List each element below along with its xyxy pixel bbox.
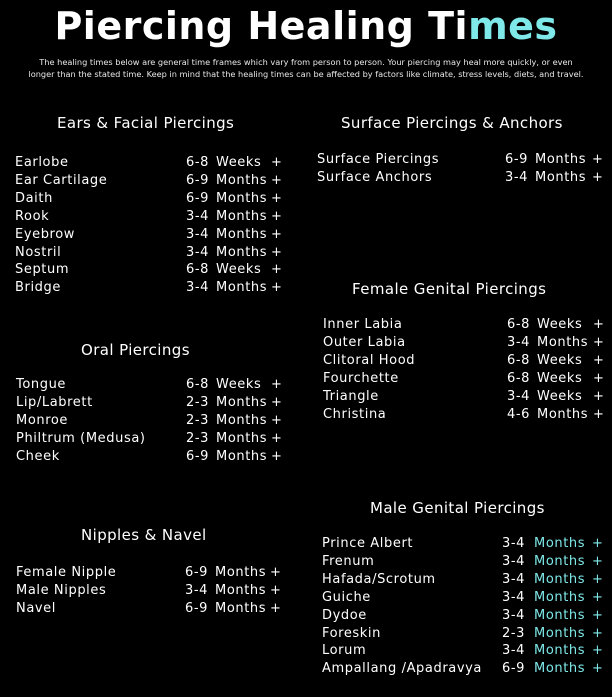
item-plus: + bbox=[270, 601, 282, 616]
section-heading-female: Female Genital Piercings bbox=[352, 280, 547, 298]
item-unit: Months bbox=[534, 608, 586, 623]
item-name: Nostril bbox=[15, 245, 62, 260]
item-time: 6-9 bbox=[185, 601, 209, 616]
item-name: Navel bbox=[16, 601, 56, 616]
list-item bbox=[322, 535, 606, 553]
list-item bbox=[16, 412, 285, 430]
list-item bbox=[16, 582, 284, 600]
section-heading-male: Male Genital Piercings bbox=[370, 499, 545, 517]
list-item bbox=[15, 226, 285, 244]
item-unit: Weeks bbox=[216, 377, 262, 392]
item-unit: Months bbox=[216, 431, 268, 446]
item-name: Triangle bbox=[323, 389, 379, 404]
item-unit: Months bbox=[216, 209, 268, 224]
item-plus: + bbox=[271, 191, 283, 206]
list-item bbox=[15, 244, 285, 262]
item-time: 6-8 bbox=[186, 262, 210, 277]
item-unit: Months bbox=[534, 590, 586, 605]
list-item bbox=[323, 370, 607, 388]
item-name: Foreskin bbox=[322, 626, 381, 641]
item-name: Frenum bbox=[322, 554, 375, 569]
item-name: Surface Anchors bbox=[317, 170, 433, 185]
item-time: 3-4 bbox=[502, 572, 526, 587]
item-plus: + bbox=[592, 572, 604, 587]
item-plus: + bbox=[271, 280, 283, 295]
item-name: Eyebrow bbox=[15, 227, 76, 242]
item-plus: + bbox=[270, 583, 282, 598]
item-name: Clitoral Hood bbox=[323, 353, 416, 368]
item-name: Lip/Labrett bbox=[16, 395, 93, 410]
item-unit: Weeks bbox=[216, 262, 262, 277]
item-unit: Weeks bbox=[537, 353, 583, 368]
item-plus: + bbox=[592, 536, 604, 551]
item-plus: + bbox=[271, 413, 283, 428]
item-time: 3-4 bbox=[186, 227, 210, 242]
item-unit: Weeks bbox=[537, 317, 583, 332]
item-name: Surface Piercings bbox=[317, 152, 440, 167]
list-item bbox=[16, 448, 285, 466]
item-name: Bridge bbox=[15, 280, 61, 295]
item-plus: + bbox=[592, 152, 604, 167]
section-heading-nipples: Nipples & Navel bbox=[81, 526, 207, 544]
item-name: Prince Albert bbox=[322, 536, 414, 551]
item-plus: + bbox=[592, 170, 604, 185]
intro-text: The healing times below are general time frames which vary from person to person. Your piercing may heal more quickly, or even longer than the stated time. Keep in mind that the healing times can be affected by factors like climate, stress levels, diets, and travel. bbox=[28, 57, 584, 80]
item-time: 6-9 bbox=[186, 191, 210, 206]
item-name: Ear Cartilage bbox=[15, 173, 108, 188]
item-time: 2-3 bbox=[502, 626, 526, 641]
section-heading-oral: Oral Piercings bbox=[81, 341, 190, 359]
list-item bbox=[15, 279, 285, 297]
item-unit: Months bbox=[534, 554, 586, 569]
item-unit: Months bbox=[216, 191, 268, 206]
item-name: Outer Labia bbox=[323, 335, 406, 350]
item-time: 6-8 bbox=[507, 353, 531, 368]
item-name: Cheek bbox=[16, 449, 60, 464]
item-name: Hafada/Scrotum bbox=[322, 572, 436, 587]
item-time: 3-4 bbox=[502, 608, 526, 623]
list-item bbox=[322, 625, 606, 643]
item-name: Guiche bbox=[322, 590, 371, 605]
item-unit: Months bbox=[216, 227, 268, 242]
list-item bbox=[323, 352, 607, 370]
list-item bbox=[15, 172, 285, 190]
list-item bbox=[322, 660, 606, 678]
item-name: Monroe bbox=[16, 413, 69, 428]
item-name: Christina bbox=[323, 407, 387, 422]
list-item bbox=[323, 406, 607, 424]
item-plus: + bbox=[592, 643, 604, 658]
item-time: 3-4 bbox=[502, 590, 526, 605]
item-name: Tongue bbox=[16, 377, 67, 392]
item-time: 6-8 bbox=[186, 155, 210, 170]
item-plus: + bbox=[592, 554, 604, 569]
item-time: 3-4 bbox=[507, 389, 531, 404]
list-item bbox=[323, 334, 607, 352]
item-plus: + bbox=[271, 262, 283, 277]
item-unit: Months bbox=[534, 661, 586, 676]
item-name: Daith bbox=[15, 191, 53, 206]
item-plus: + bbox=[593, 317, 605, 332]
item-unit: Weeks bbox=[537, 389, 583, 404]
item-time: 4-6 bbox=[507, 407, 531, 422]
list-item bbox=[323, 316, 607, 334]
item-name: Male Nipples bbox=[16, 583, 107, 598]
item-time: 2-3 bbox=[186, 431, 210, 446]
item-name: Female Nipple bbox=[16, 565, 117, 580]
item-plus: + bbox=[271, 377, 283, 392]
item-time: 6-9 bbox=[186, 449, 210, 464]
item-plus: + bbox=[593, 335, 605, 350]
section-heading-surface: Surface Piercings & Anchors bbox=[341, 114, 563, 132]
item-time: 6-8 bbox=[507, 317, 531, 332]
item-time: 3-4 bbox=[502, 536, 526, 551]
list-item bbox=[317, 151, 606, 169]
item-unit: Months bbox=[216, 245, 268, 260]
list-item bbox=[322, 607, 606, 625]
item-name: Ampallang /Apadravya bbox=[322, 661, 482, 676]
item-unit: Weeks bbox=[537, 371, 583, 386]
item-plus: + bbox=[592, 626, 604, 641]
item-unit: Months bbox=[215, 583, 267, 598]
list-item bbox=[15, 154, 285, 172]
item-time: 3-4 bbox=[507, 335, 531, 350]
list-item bbox=[322, 553, 606, 571]
item-unit: Months bbox=[537, 407, 589, 422]
item-plus: + bbox=[271, 245, 283, 260]
item-unit: Months bbox=[534, 643, 586, 658]
item-unit: Months bbox=[216, 280, 268, 295]
item-time: 3-4 bbox=[185, 583, 209, 598]
list-item bbox=[15, 190, 285, 208]
item-plus: + bbox=[271, 155, 283, 170]
list-item bbox=[15, 261, 285, 279]
item-name: Lorum bbox=[322, 643, 367, 658]
list-item bbox=[16, 564, 284, 582]
title-accent: mes bbox=[468, 4, 558, 48]
item-unit: Months bbox=[534, 536, 586, 551]
item-name: Dydoe bbox=[322, 608, 367, 623]
item-time: 6-8 bbox=[507, 371, 531, 386]
item-unit: Months bbox=[534, 626, 586, 641]
title-main: Piercing Healing Ti bbox=[54, 4, 469, 48]
item-time: 6-9 bbox=[502, 661, 526, 676]
item-time: 6-9 bbox=[186, 173, 210, 188]
item-plus: + bbox=[271, 395, 283, 410]
item-time: 3-4 bbox=[505, 170, 529, 185]
item-unit: Months bbox=[534, 572, 586, 587]
list-item bbox=[15, 208, 285, 226]
item-time: 6-9 bbox=[185, 565, 209, 580]
item-time: 3-4 bbox=[186, 280, 210, 295]
item-plus: + bbox=[270, 565, 282, 580]
item-plus: + bbox=[593, 353, 605, 368]
item-time: 3-4 bbox=[502, 554, 526, 569]
item-unit: Months bbox=[537, 335, 589, 350]
item-plus: + bbox=[592, 661, 604, 676]
list-item bbox=[322, 571, 606, 589]
item-plus: + bbox=[271, 209, 283, 224]
item-plus: + bbox=[271, 449, 283, 464]
list-item bbox=[16, 394, 285, 412]
item-unit: Months bbox=[216, 449, 268, 464]
item-time: 3-4 bbox=[186, 209, 210, 224]
item-name: Fourchette bbox=[323, 371, 399, 386]
item-time: 6-9 bbox=[505, 152, 529, 167]
list-item bbox=[16, 430, 285, 448]
item-plus: + bbox=[593, 371, 605, 386]
item-unit: Months bbox=[215, 565, 267, 580]
list-item bbox=[322, 642, 606, 660]
item-plus: + bbox=[593, 407, 605, 422]
item-name: Septum bbox=[15, 262, 70, 277]
item-unit: Months bbox=[215, 601, 267, 616]
list-item bbox=[323, 388, 607, 406]
item-time: 3-4 bbox=[186, 245, 210, 260]
item-time: 3-4 bbox=[502, 643, 526, 658]
item-unit: Months bbox=[535, 152, 587, 167]
section-heading-ears: Ears & Facial Piercings bbox=[57, 114, 235, 132]
list-item bbox=[16, 600, 284, 618]
item-time: 2-3 bbox=[186, 395, 210, 410]
item-name: Philtrum (Medusa) bbox=[16, 431, 146, 446]
item-unit: Months bbox=[216, 413, 268, 428]
item-unit: Months bbox=[535, 170, 587, 185]
list-item bbox=[16, 376, 285, 394]
item-plus: + bbox=[271, 173, 283, 188]
item-plus: + bbox=[271, 431, 283, 446]
item-unit: Weeks bbox=[216, 155, 262, 170]
item-name: Inner Labia bbox=[323, 317, 403, 332]
item-plus: + bbox=[592, 608, 604, 623]
item-plus: + bbox=[592, 590, 604, 605]
list-item bbox=[317, 169, 606, 187]
item-time: 2-3 bbox=[186, 413, 210, 428]
item-name: Rook bbox=[15, 209, 50, 224]
item-time: 6-8 bbox=[186, 377, 210, 392]
page-title bbox=[0, 4, 612, 48]
item-name: Earlobe bbox=[15, 155, 69, 170]
item-unit: Months bbox=[216, 395, 268, 410]
item-unit: Months bbox=[216, 173, 268, 188]
list-item bbox=[322, 589, 606, 607]
item-plus: + bbox=[593, 389, 605, 404]
item-plus: + bbox=[271, 227, 283, 242]
